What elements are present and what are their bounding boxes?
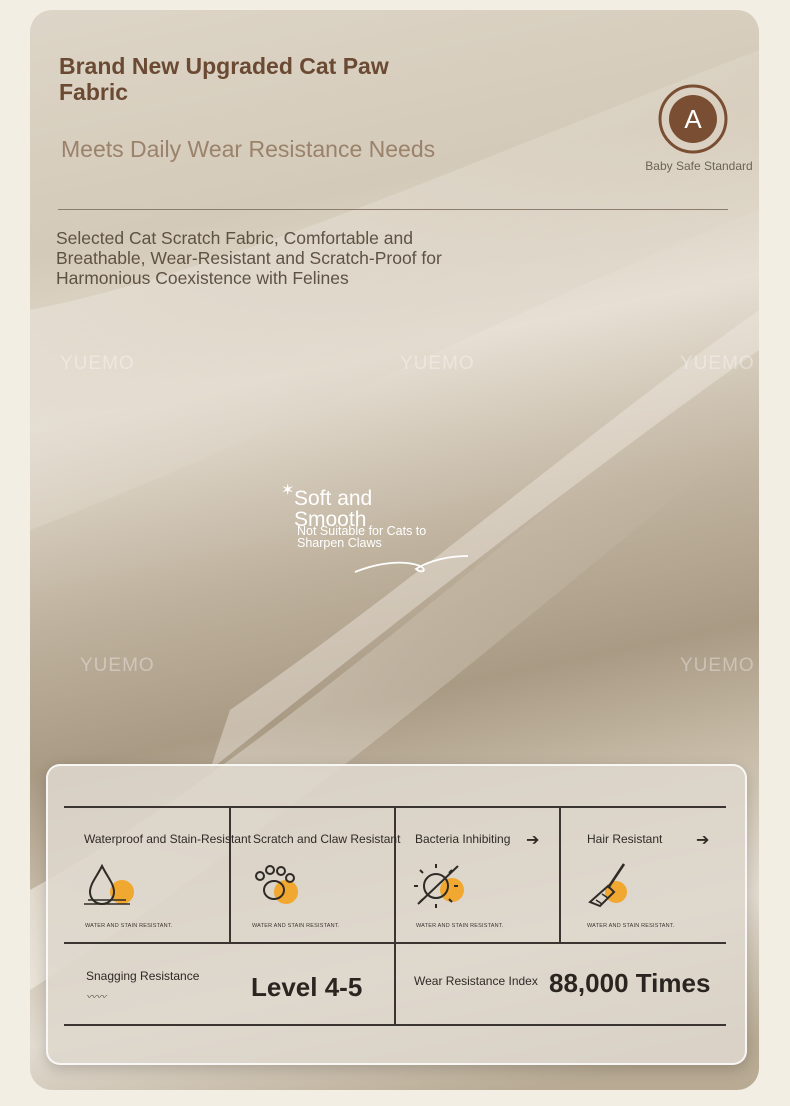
watermark: YUEMO: [680, 655, 755, 676]
snagging-value: Level 4-5: [251, 972, 363, 1002]
swoosh-decoration: [350, 552, 470, 577]
feature-label-hair: Hair Resistant: [587, 832, 663, 846]
callout-subtitle: Not Suitable for Cats to Sharpen Claws: [297, 524, 427, 550]
sparkle-icon: ✶: [281, 482, 295, 499]
callout-title: Soft and Smooth: [294, 487, 373, 531]
wear-resistance-label: Wear Resistance Index: [414, 974, 538, 988]
features-panel: [46, 764, 747, 1065]
feature-label-bacteria: Bacteria Inhibiting: [415, 832, 511, 846]
page-subtitle: Meets Daily Wear Resistance Needs: [61, 136, 436, 162]
broom-icon: [586, 862, 638, 908]
feature-label-waterproof: Waterproof and Stain-Resistant: [84, 832, 251, 846]
wear-resistance-value: 88,000 Times: [549, 968, 711, 998]
page-title: Brand New Upgraded Cat Paw Fabric: [59, 53, 389, 105]
arrow-right-icon: ➔: [526, 832, 540, 849]
watermark: YUEMO: [400, 353, 475, 374]
bacteria-icon: [414, 862, 466, 908]
class-a-badge-icon: [658, 84, 728, 154]
watermark: YUEMO: [680, 353, 755, 374]
divider: [64, 1024, 726, 1026]
signature-mark: 〰〰: [86, 992, 106, 1003]
feature-fine-print: WATER AND STAIN RESISTANT.: [85, 923, 173, 929]
watermark: YUEMO: [60, 353, 135, 374]
watermark: YUEMO: [80, 655, 155, 676]
cat-paw-icon: [250, 862, 302, 908]
feature-fine-print: WATER AND STAIN RESISTANT.: [252, 923, 340, 929]
feature-fine-print: WATER AND STAIN RESISTANT.: [416, 923, 504, 929]
badge-caption: Baby Safe Standard: [645, 159, 753, 173]
feature-label-scratch: Scratch and Claw Resistant: [253, 832, 401, 846]
description: Selected Cat Scratch Fabric, Comfortable and Breathable, Wear-Resistant and Scratch-Proof for Harmonious Coexistence with Felines: [56, 228, 442, 288]
svg-text:A: A: [684, 104, 702, 134]
water-drop-icon: [82, 862, 134, 908]
arrow-right-icon: ➔: [696, 832, 710, 849]
divider: [559, 806, 561, 942]
feature-fine-print: WATER AND STAIN RESISTANT.: [587, 923, 675, 929]
divider: [229, 806, 231, 942]
divider: [58, 209, 728, 210]
snagging-label: Snagging Resistance: [86, 969, 200, 983]
